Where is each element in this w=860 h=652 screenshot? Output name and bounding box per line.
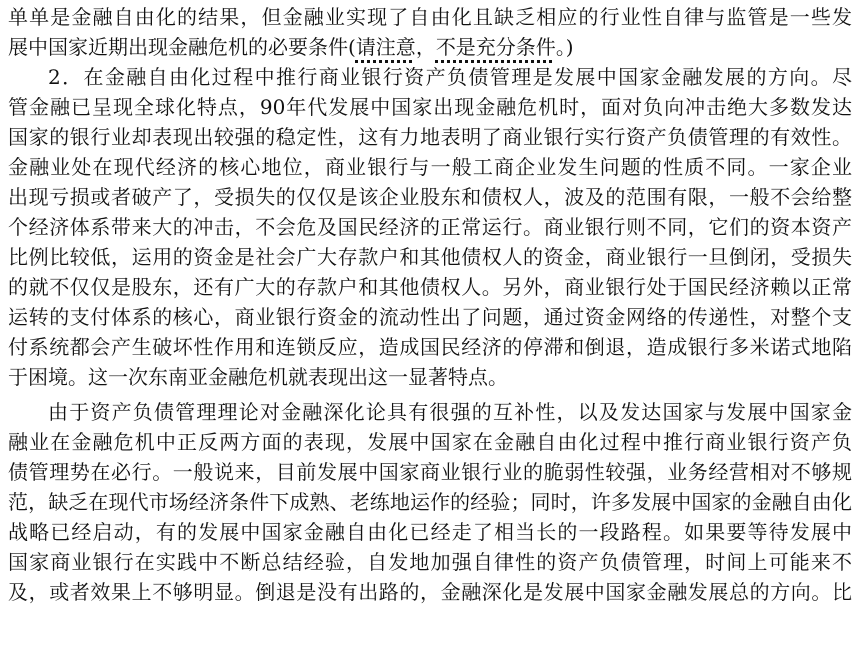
emphasis-text: 不是充分条件 [435,35,556,59]
text-line [8,32,852,62]
text-line: 的就不仅仅是股东，还有广大的存款户和其他债权人。另外，商业银行处于国民经济赖以正常 [8,275,852,299]
text-segment: 展中国家近期出现金融危机的必要条件( [8,35,356,59]
text-line: 单单是金融自由化的结果，但金融业实现了自由化且缺乏相应的行业性自律与监管是一些发 [8,5,852,29]
text-line: 管金融已呈现全球化特点，90年代发展中国家出现金融危机时，面对负向冲击绝大多数发达 [8,95,852,119]
paragraph-first-line: 2．在金融自由化过程中推行商业银行资产负债管理是发展中国家金融发展的方向。尽 [48,65,852,89]
text-line: 金融业处在现代经济的核心地位，商业银行与一般工商企业发生问题的性质不同。一家企业 [8,155,852,179]
text-line: 于困境。这一次东南亚金融危机就表现出这一显著特点。 [8,365,508,389]
paragraph-first-line: 由于资产负债管理理论对金融深化论具有很强的互补性，以及发达国家与发展中国家金 [48,400,852,424]
text-line: 比例比较低，运用的资金是社会广大存款户和其他债权人的资金，商业银行一旦倒闭，受损失 [8,245,852,269]
text-line: 国家商业银行在实践中不断总结经验，自发地加强自律性的资产负债管理，时间上可能来不 [8,550,852,574]
text-line: 融业在金融危机中正反两方面的表现，发展中国家在金融自由化过程中推行商业银行资产负 [8,430,852,454]
text-line: 付系统都会产生破坏性作用和连锁反应，造成国民经济的停滞和倒退，造成银行多米诺式地陷 [8,335,852,359]
text-segment: 。) [555,35,574,59]
text-line: 个经济体系带来大的冲击，不会危及国民经济的正常运行。商业银行则不同，它们的资本资产 [8,215,852,239]
text-line: 运转的支付体系的核心，商业银行资金的流动性出了问题，通过资金网络的传递性，对整个支 [8,305,852,329]
text-line: 范，缺乏在现代市场经济条件下成熟、老练地运作的经验；同时，许多发展中国家的金融自由化 [8,490,852,514]
text-line: 出现亏损或者破产了，受损失的仅仅是该企业股东和债权人，波及的范围有限，一般不会给整 [8,185,852,209]
text-line: 战略已经启动，有的发展中国家金融自由化已经走了相当长的一段路程。如果要等待发展中 [8,520,852,544]
text-line: 及，或者效果上不够明显。倒退是没有出路的，金融深化是发展中国家金融发展总的方向。比 [8,580,852,604]
emphasis-text: 请注意 [355,35,416,59]
text-segment: ， [415,35,436,59]
text-line: 国家的银行业却表现出较强的稳定性，这有力地表明了商业银行实行资产负债管理的有效性。 [8,125,852,149]
text-line: 债管理势在必行。一般说来，目前发展中国家商业银行业的脆弱性较强，业务经营相对不够规 [8,460,852,484]
